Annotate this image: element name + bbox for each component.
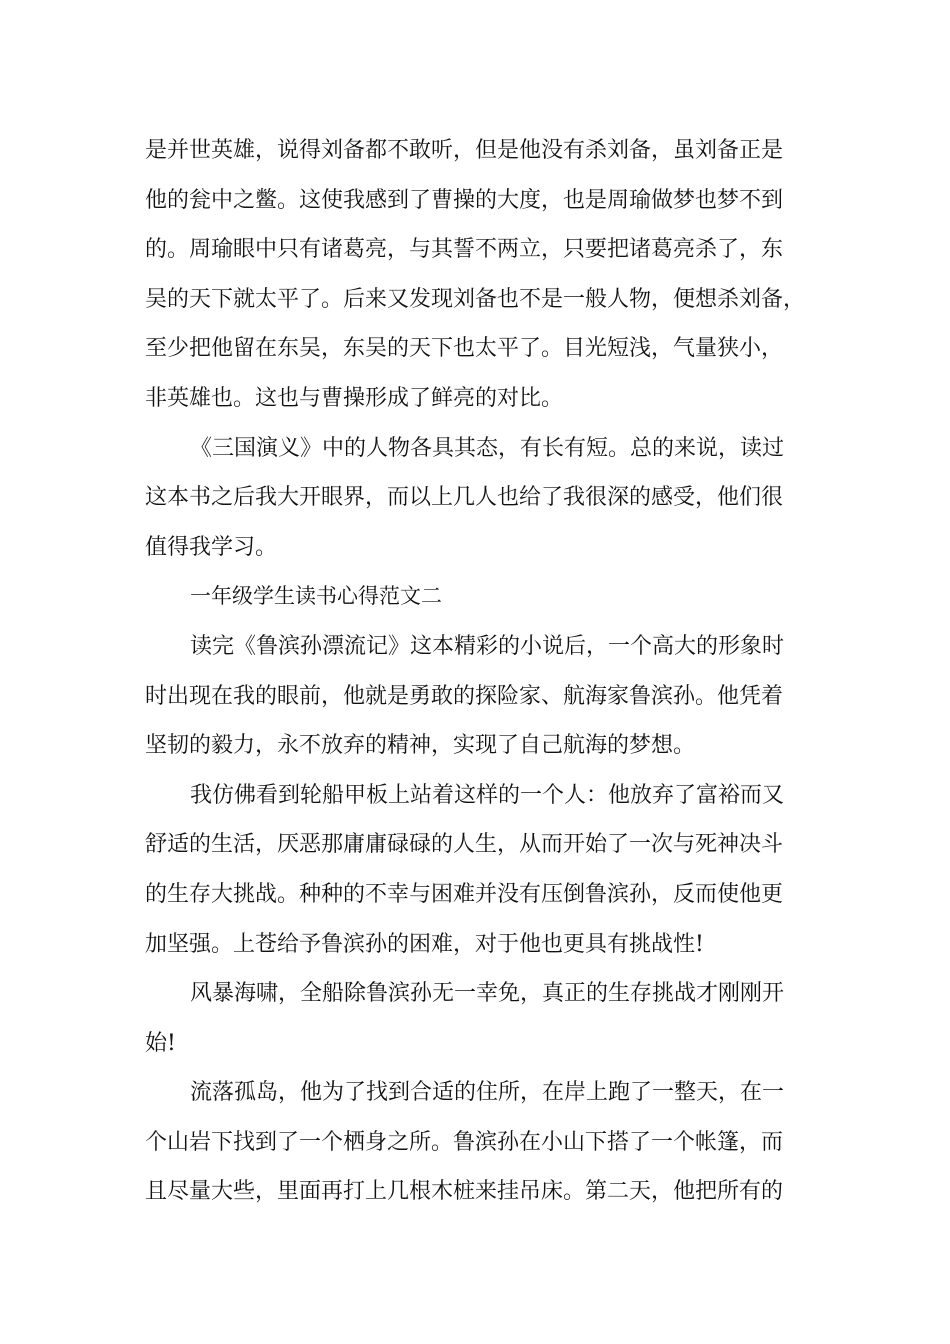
text-line: 个山岩下找到了一个栖身之所。鲁滨孙在小山下搭了一个帐篷，而: [145, 1129, 784, 1155]
text-line: 他的瓮中之鳖。这使我感到了曹操的大度，也是周瑜做梦也梦不到: [145, 187, 784, 213]
paragraph-first-line: 流落孤岛，他为了找到合适的住所，在岸上跑了一整天，在一: [190, 1080, 785, 1106]
text-line: 是并世英雄，说得刘备都不敢听，但是他没有杀刘备，虽刘备正是: [145, 138, 784, 163]
section-heading: 一年级学生读书心得范文二: [190, 584, 442, 609]
text-line: 这本书之后我大开眼界，而以上几人也给了我很深的感受，他们很: [145, 485, 784, 511]
text-line: 值得我学习。: [145, 534, 278, 560]
text-line: 的。周瑜眼中只有诸葛亮，与其誓不两立，只要把诸葛亮杀了，东: [145, 237, 784, 263]
paragraph-first-line: 读完《鲁滨孙漂流记》这本精彩的小说后，一个高大的形象时: [190, 633, 785, 659]
text-line: 且尽量大些，里面再打上几根木桩来挂吊床。第二天，他把所有的: [145, 1179, 784, 1205]
paragraph-first-line: 《三国演义》中的人物各具其态，有长有短。总的来说，读过: [190, 435, 785, 461]
text-line: 至少把他留在东吴，东吴的天下也太平了。目光短浅，气量狭小，: [145, 336, 784, 362]
text-line: 吴的天下就太平了。后来又发现刘备也不是一般人物，便想杀刘备，: [145, 286, 806, 312]
paragraph-first-line: 风暴海啸，全船除鲁滨孙无一幸免，真正的生存挑战才刚刚开: [190, 981, 785, 1007]
body-text: [145, 126, 825, 1217]
text-line: 舒适的生活，厌恶那庸庸碌碌的人生，从而开始了一次与死神决斗: [145, 832, 784, 858]
text-line: 始!: [145, 1030, 176, 1056]
text-line: 坚韧的毅力，永不放弃的精神，实现了自己航海的梦想。: [145, 733, 696, 759]
paragraph-first-line: 我仿佛看到轮船甲板上站着这样的一个人：他放弃了富裕而又: [190, 782, 785, 808]
text-line: 时出现在我的眼前，他就是勇敢的探险家、航海家鲁滨孙。他凭着: [145, 683, 784, 709]
text-line: 加坚强。上苍给予鲁滨孙的困难，对于他也更具有挑战性!: [145, 931, 704, 957]
text-line: 非英雄也。这也与曹操形成了鲜亮的对比。: [145, 385, 564, 411]
text-line: 的生存大挑战。种种的不幸与困难并没有压倒鲁滨孙，反而使他更: [145, 881, 784, 907]
